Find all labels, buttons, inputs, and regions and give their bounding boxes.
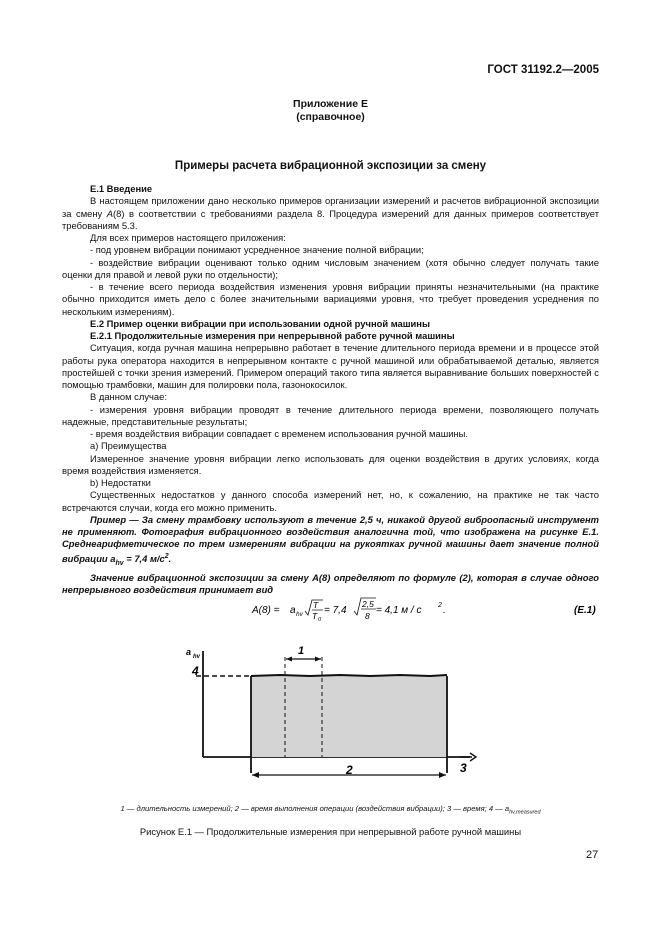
example-paragraph: Пример — За смену трамбовку используют в течение 2,5 ч, никакой другой виброопасный инструмент не применяют. Фотография вибрационного воздействия аналогична той, что изображена на рисунке Е.1. Среднеарифметическое по трем измерениям вибрации на рукоятках ручной машины дает значение полной вибрации $a_{hv} = 7,4$ $м/с^2$. bbox=[62, 513, 599, 567]
formula-sup: 2 bbox=[438, 602, 442, 609]
y-axis-sub: hv bbox=[193, 654, 201, 660]
figure-e1 bbox=[150, 635, 490, 785]
paragraph: Ситуация, когда ручная машина непрерывно работает в течение длительного периода времени и в процессе этой работы рука оператора находится в непрерывном контакте с ручной машиной или обрабатываемой деталью, является простейшей с точки зрения измерений. Примером операций такого типа является выравнивание больших поверхностей с помощью трамбовки, машин для полировки пола, газонокосилок. bbox=[62, 342, 599, 390]
formula-den2: 8 bbox=[365, 611, 370, 621]
formula-label: (Е.1) bbox=[574, 605, 596, 616]
paragraph: Измеренное значение уровня вибрации легко использовать для оценки воздействия в других условиях, когда время воздействия изменяется. bbox=[62, 452, 599, 476]
list-item: - воздействие вибрации оценивают только одним числовым значением (хотя обычно следует получать такие оценки для правой и левой руки по отдельности); bbox=[62, 256, 599, 280]
formula-a: a bbox=[290, 605, 296, 616]
callout-3: 3 bbox=[460, 761, 467, 775]
formula-den-sub: 0 bbox=[318, 617, 322, 623]
formula-graphic bbox=[62, 594, 599, 624]
list-item: - под уровнем вибрации понимают усредненное значение полной вибрации; bbox=[90, 244, 424, 256]
formula-a-sub: hv bbox=[296, 611, 303, 618]
figure-caption: Рисунок Е.1 — Продолжительные измерения при непрерывной работе ручной машины bbox=[139, 826, 522, 837]
page-number: 27 bbox=[586, 849, 599, 861]
formula-den: T bbox=[312, 611, 318, 621]
section-title: Примеры расчета вибрационной экспозиции за смену bbox=[174, 160, 487, 172]
list-item: - время воздействия вибрации совпадает с временем использования ручной машины. bbox=[90, 428, 468, 439]
heading-e21: Е.2.1 Продолжительные измерения при непрерывной работе ручной машины bbox=[90, 330, 455, 341]
paragraph: В настоящем приложении дано несколько примеров организации измерений и расчетов вибрационной экспозиции за смену A(8) в соответствии с требованиями раздела 8. Процедура измерений для данных примеров соответствует требованиям 5.3. bbox=[62, 195, 600, 231]
callout-4: 4 bbox=[192, 664, 199, 678]
vibration-level-line bbox=[251, 675, 447, 676]
formula-e1 bbox=[62, 594, 599, 624]
list-item: - измерения уровня вибрации проводят в течение длительного периода времени, позволяющего получать надежные, представительные результаты; bbox=[62, 403, 599, 427]
paragraph: Существенных недостатков у данного способа измерений нет, но, к сожалению, на практике не так часто встречаются случаи, когда его можно применить. bbox=[62, 489, 599, 513]
paragraph: Для всех примеров настоящего приложения: bbox=[90, 232, 286, 243]
calc-paragraph: Значение вибрационной экспозиции за смену A(8) определяют по формуле (2), которая в случае одного непрерывного воздействия принимает вид bbox=[62, 571, 599, 595]
exposure-area bbox=[251, 676, 447, 757]
time-arrow bbox=[460, 753, 476, 761]
advantages-label: а) Преимущества bbox=[90, 440, 167, 452]
appendix-subtitle: (справочное) bbox=[296, 111, 365, 123]
appendix-heading bbox=[62, 98, 599, 124]
list-item: - в течение всего периода воздействия изменения уровня вибрации приняты незначительными (на практике обычно приходится иметь дело с более значительными вариациями уровня, что требует проведения усреднения по нескольким измерениям). bbox=[62, 281, 599, 317]
paragraph: В данном случае: bbox=[90, 391, 167, 403]
callout-2: 2 bbox=[346, 763, 353, 777]
heading-e2: Е.2 Пример оценки вибрации при использовании одной ручной машины bbox=[90, 317, 430, 329]
figure-notes: 1 — длительность измерений; 2 — время выполнения операции (воздействия вибрации); 3 — время; 4 — $a_{hv,measured}$ bbox=[120, 804, 541, 816]
disadvantages-label: b) Недостатки bbox=[90, 477, 151, 488]
formula-num2: 2,5 bbox=[362, 599, 374, 609]
heading-e1: Е.1 Введение bbox=[90, 183, 153, 194]
formula-result: = 4,1 м / с bbox=[376, 605, 422, 616]
callout-1: 1 bbox=[298, 645, 305, 657]
body-text bbox=[62, 183, 599, 596]
y-axis-label: a bbox=[186, 647, 192, 657]
formula-lhs: A(8) = bbox=[252, 605, 280, 616]
formula-mid: = 7,4 bbox=[324, 605, 347, 616]
appendix-title: Приложение Е bbox=[293, 98, 368, 110]
formula-end: . bbox=[443, 605, 446, 616]
document-number: ГОСТ 31192.2—2005 bbox=[487, 64, 599, 76]
formula-num: T bbox=[313, 600, 319, 610]
